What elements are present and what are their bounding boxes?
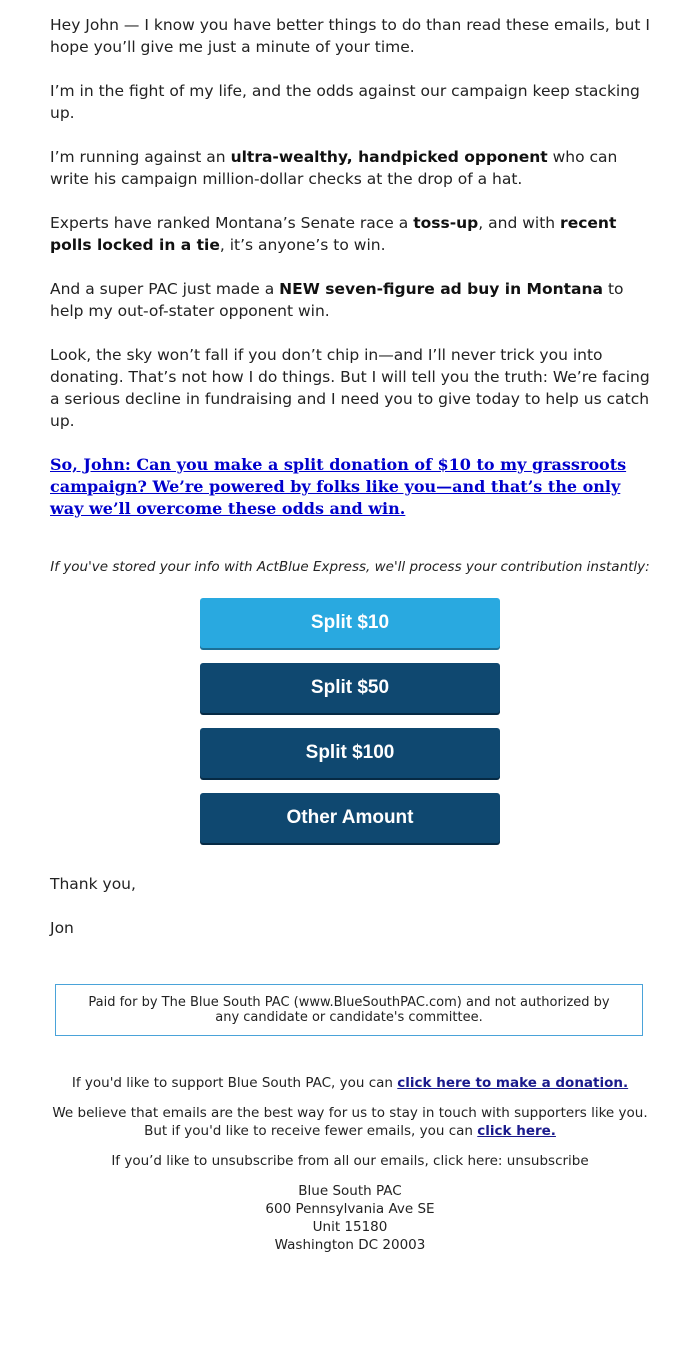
- disclaimer-text: Paid for by The Blue South PAC (www.BlueSouthPAC.com) and not authorized by any candidate or candidate's committee.: [88, 995, 610, 1025]
- donate-cta-link[interactable]: So, John: Can you make a split donation of $10 to my grassroots campaign? We’re powered by folks like you—and that’s the only way we’ll overcome these odds and win.: [50, 455, 627, 518]
- mailing-address: [50, 1182, 650, 1254]
- donation-link[interactable]: click here to make a donation.: [397, 1075, 629, 1091]
- text-run: , and with: [478, 214, 561, 232]
- fewer-emails-link[interactable]: click here.: [477, 1123, 556, 1139]
- cta-paragraph: [50, 454, 650, 520]
- text-run: to help my out-of-stater opponent win.: [50, 280, 624, 320]
- fewer-emails-line: [50, 1104, 650, 1140]
- paragraph-polls: [50, 212, 650, 256]
- email-body: [50, 14, 650, 961]
- text-run: If you’d like to unsubscribe from all our emails, click here:: [111, 1153, 507, 1169]
- thanks-text: Thank you,: [50, 875, 136, 893]
- bold-text: toss-up: [413, 214, 479, 232]
- split-100-button[interactable]: Split $100: [200, 728, 500, 778]
- unsubscribe-line: [50, 1152, 650, 1170]
- paragraph-opponent: [50, 146, 650, 190]
- footer: [50, 1074, 650, 1254]
- address-line: 600 Pennsylvania Ave SE: [265, 1201, 435, 1217]
- text-run: And a super PAC just made a: [50, 280, 280, 298]
- address-line: Unit 15180: [312, 1219, 388, 1235]
- split-50-button[interactable]: Split $50: [200, 663, 500, 713]
- text-run: Experts have ranked Montana’s Senate race a: [50, 214, 414, 232]
- signature-name: Jon: [50, 919, 74, 937]
- address-line: Washington DC 20003: [274, 1237, 426, 1253]
- paragraph-superpac: [50, 278, 650, 322]
- signoff: [50, 873, 650, 939]
- text-run: who can write his campaign million-dollar checks at the drop of a hat.: [50, 148, 618, 188]
- text-run: , it’s anyone’s to win.: [219, 236, 386, 254]
- text-run: I’m running against an: [50, 148, 231, 166]
- unsubscribe-link[interactable]: unsubscribe: [506, 1153, 589, 1169]
- actblue-note: If you've stored your info with ActBlue Express, we'll process your contribution instantly:: [50, 559, 650, 575]
- text-run: If you'd like to support Blue South PAC, you can: [71, 1075, 398, 1091]
- paragraph-greeting: Hey John — I know you have better things to do than read these emails, but I hope you’ll give me just a minute of your time.: [50, 16, 650, 56]
- text-run: We believe that emails are the best way for us to stay in touch with supporters like you. But if you'd like to receive fewer emails, you can: [52, 1105, 648, 1139]
- bold-text: recent polls locked in a tie: [50, 214, 617, 254]
- paid-for-disclaimer: [55, 984, 643, 1036]
- paragraph-fight: I’m in the fight of my life, and the odds against our campaign keep stacking up.: [50, 82, 640, 122]
- paragraph-truth: Look, the sky won’t fall if you don’t chip in—and I’ll never trick you into donating. That’s not how I do things. But I will tell you the truth: We’re facing a serious decline in fundraising and I need you to give today to help us catch up.: [50, 346, 650, 430]
- donation-buttons: [50, 598, 650, 843]
- split-10-button[interactable]: Split $10: [200, 598, 500, 648]
- bold-text: ultra-wealthy, handpicked opponent: [230, 148, 548, 166]
- other-amount-button[interactable]: Other Amount: [200, 793, 500, 843]
- address-line: Blue South PAC: [298, 1183, 402, 1199]
- bold-text: NEW seven-figure ad buy in Montana: [279, 280, 604, 298]
- support-line: [50, 1074, 650, 1092]
